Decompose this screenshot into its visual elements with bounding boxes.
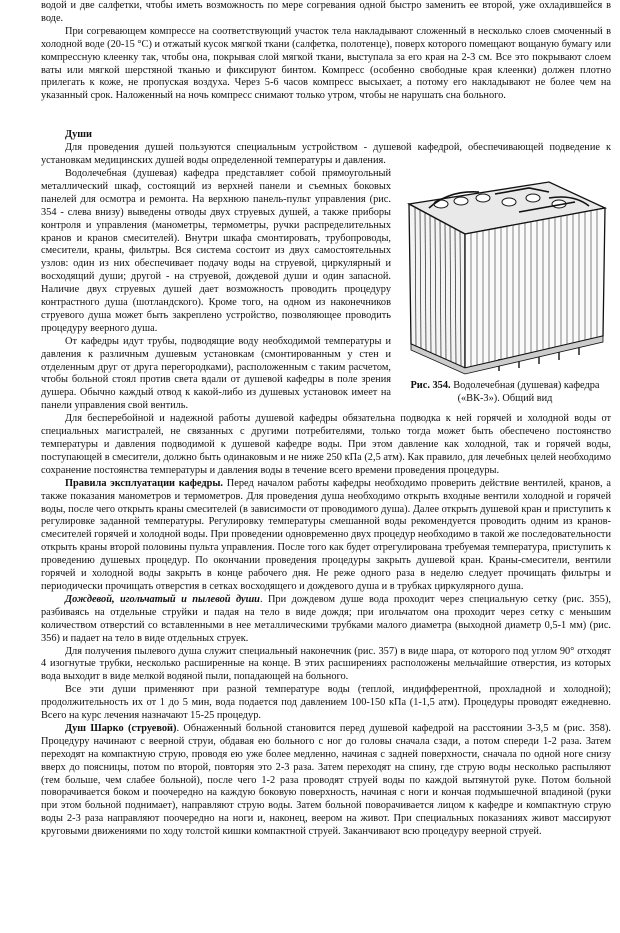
figure-354 xyxy=(399,168,611,406)
figure-caption xyxy=(399,380,611,406)
top-fragment: водой и две салфетки, чтобы иметь возможность по мере согревания одной быстро заменить ее второй, уже охладившейся в воде. xyxy=(41,0,611,24)
rain-text: . При дождевом душе вода проходит через специальную сетку (рис. 355), разбиваясь на отдельные струйки и падая на тело в виде дождя; при игольчатом она проходит через сетку с меньшим количеством отверстий со вставленными в нее металлическими трубками малого диаметра (выходной диаметр 0,5-1 мм) (рис. 356) и падает на тело в виде отдельных струек. xyxy=(41,593,611,644)
rules-text: Перед началом работы кафедры необходимо проверить действие вентилей, кранов, а также показания манометров и термометров. Для проведения душа необходимо открыть входные вентили холодной и горячей воды, после чего открыть краны смесителей (в зависимости от проводимого душа). Далее открыть душевой кран и приступить к регулировке заданной температуры. Регулировку температуры смешанной воды рекомендуется проводить одним из кранов-смесителей горячей и холодной воды. При проведении одновременно двух процедур необходимо в такой же последовательности открыть краны второй половины пульта управления. После того как будет отрегулирована требуемая температура, приступить к проведению душевых процедур. По окончании проведения процедуры закрыть душевой кран. Краны-смесители, вентили горячей и холодной воды закрыть в конце рабочего дня. Не реже одного раза в неделю следует прочищать фильтры и периодически прочищать отверстия в сетках восходящего и дождевого душа и в трубках циркулярного душа. xyxy=(41,477,611,592)
rain-heading: Дождевой, игольчатый и пылевой души xyxy=(65,593,260,605)
dust-paragraph: Для получения пылевого душа служит специальный наконечник (рис. 357) в виде шара, от которого под углом 90° отходят 4 изогнутые трубки, несколько расширенные на конце. В этих расширениях расположены мельчайшие отверстия, из которых вода выходит в виде мелкой водяной пыли, попадающей на больного. xyxy=(41,645,611,683)
section-gap xyxy=(41,103,611,129)
shower-cathedra-illustration xyxy=(399,168,611,376)
rules-paragraph xyxy=(41,478,611,594)
all-showers-paragraph: Все эти души применяют при разной температуре воды (теплой, индифферентной, прохладной и холодной); продолжительность их от 1 до 5 мин, вода подается под давлением 100-150 кПа (1-1,5 атм). Процедуры проводят ежедневно. Всего на курс лечения назначают 15-25 процедур. xyxy=(41,684,611,722)
caption-label: Рис. 354. xyxy=(410,379,451,391)
rain-paragraph xyxy=(41,594,611,646)
rules-heading: Правила эксплуатации кафедры. xyxy=(65,477,223,489)
supply-paragraph: Для бесперебойной и надежной работы душевой кафедры обязательна подводка к ней горячей и холодной воды от специальных магистралей, не связанных с другими потребителями, только тогда может быть обеспечено постоянство температуры и давления подводимой к душевой кафедре воды. При этом давление как холодной, так и горячей воды, поступающей в смесители, должно быть одинаковым и не ниже 250 кПа (2,5 атм). Как правило, для лечебных целей необходимо сохранение постоянства температуры и давления воды в течение всего времени проведения процедуры. xyxy=(41,413,611,476)
intro-paragraph: Для проведения душей пользуются специальным устройством - душевой кафедрой, обеспечивающей подведение к установкам медицинских душей воды определенной температуры и давления. xyxy=(41,142,611,167)
charcot-heading: Душ Шарко (струевой) xyxy=(65,722,177,734)
charcot-text: . Обнаженный больной становится перед душевой кафедрой на расстоянии 3-3,5 м (рис. 358). Процедуру начинают с веерной струи, обдавая ею больного с ног до головы сначала сзади, а потом спереди 1-2 раза. Затем переходят на компактную струю, проводя ею уже более медленно, начиная с задней поверхности, сначала по одной ноге снизу вверх до поясницы, потом по второй, повторяя это 2-3 раза. Затем переходят на спину, где струю воды несколько распыляют (тем больше, чем слабее больной), после чего 1-2 раза проводят струей воды по каждой вытянутой руке. Потом больной поворачивается боком и поочередно на каждую боковую поверхность, начиная с ноги и кончая подмышечной впадиной (руки при этом больной поднимает), направляют струю воды. Затем больной поворачивается лицом к кафедре и компактную струю воды 2-3 раза направляют поочередно на ноги и, наконец, веером на живот. При специальных показаниях живот массируют круговыми движениями по ходу толстой кишки компактной струей. Заканчивают всю процедуру веерной струей. xyxy=(41,722,611,838)
caption-text: Водолечебная (душевая) кафедра («ВК-3»). Общий вид xyxy=(450,379,600,404)
pipes-paragraph: От кафедры идут трубы, подводящие воду необходимой температуры и давления к различным душевым установкам (смонтированным у стен и отделенным друг от друга перегородками), расположенным с таким расчетом, чтобы больной стоял против света вдали от душевой кафедры в поле зрения душера. Обычно каждый отвод к какой-либо из душевых установок имеет на панели управления свой вентиль. xyxy=(41,335,391,412)
charcot-paragraph xyxy=(41,723,611,839)
compress-paragraph: При согревающем компрессе на соответствующий участок тела накладывают сложенный в несколько слоев смоченный в холодной воде (20-15 °С) и отжатый кусок мягкой ткани (салфетка, полотенце), поверх которого помещают вощаную бумагу или компрессную клеенку так, чтобы она, покрывая слой мягкой ткани, выступала за его края на 2-3 см. Все это покрывают слоем ваты или мягкой шерстяной тканью и фиксируют бинтом. Компресс (особенно свободные края клеенки) должен плотно прилегать к коже, не пропуская воздуха. Через 5-6 часов компресс высыхает, а потому его накладывают не более чем на указанный срок. Наложенный на ночь компресс снимают только утром, чтобы не нарушать сна больного. xyxy=(41,25,611,102)
section-title: Души xyxy=(65,129,92,141)
cathedra-paragraph: Водолечебная (душевая) кафедра представляет собой прямоугольный металлический шкаф, состоящий из верхней панели и съемных боковых панелей для осмотра и ремонта. На верхнюю панель-пульт управления (рис. 354 - слева внизу) выведены отводы двух струевых душей, а также приборы контроля и управления (манометры, термометры, ручки распределительных кранов и кранов смесителей). Внутри шкафа смонтировать, трубопроводы, смесители, краны, фильтры. Вся система состоит из двух самостоятельных узлов: один из них обеспечивает подачу воды на струевой, циркулярный и восходящий души; другой - на струевой, дождевой души и один запасной. Наличие двух струевых душей дает возможность проводить процедуру контрастного душа (шотландского). Кроме того, на одном из наконечников струевого душа может быть закреплено устройство, позволяющее проводить процедуру веерного душа. xyxy=(41,167,391,334)
